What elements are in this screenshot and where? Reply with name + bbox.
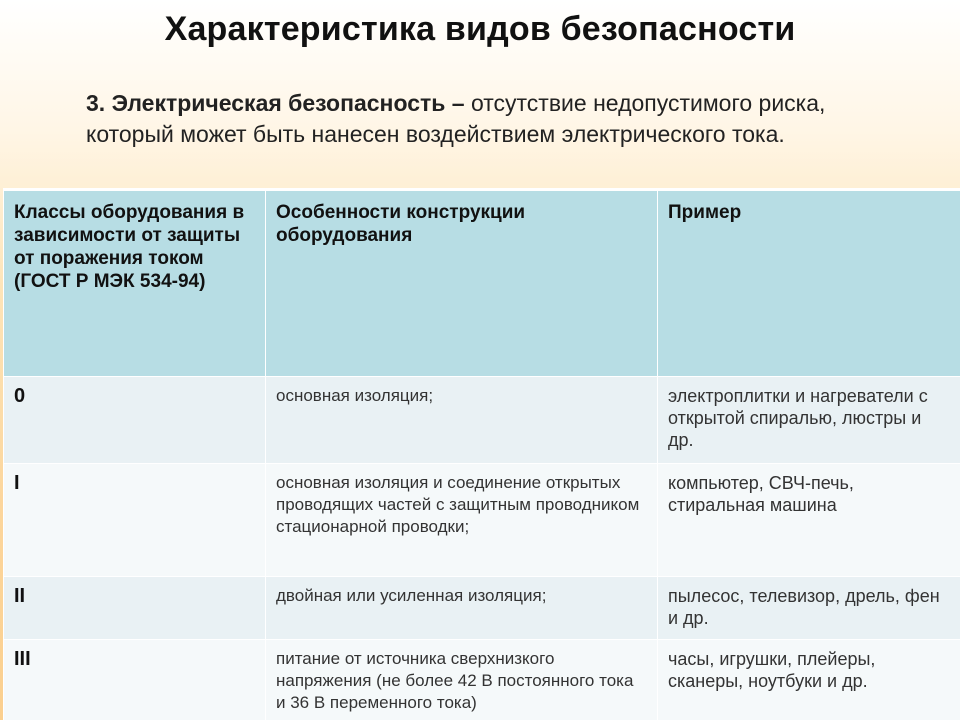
feature-cell: двойная или усиленная изоляция; bbox=[266, 577, 658, 640]
definition-paragraph bbox=[86, 88, 886, 150]
feature-cell: основная изоляция; bbox=[266, 377, 658, 464]
class-cell: II bbox=[4, 577, 266, 640]
example-cell: компьютер, СВЧ-печь, стиральная машина bbox=[658, 464, 960, 577]
header-example: Пример bbox=[658, 191, 960, 377]
definition-term: 3. Электрическая безопасность – bbox=[86, 90, 465, 116]
class-cell: III bbox=[4, 640, 266, 721]
table-row bbox=[4, 464, 960, 577]
example-cell: часы, игрушки, плейеры, сканеры, ноутбуки и др. bbox=[658, 640, 960, 721]
table-row bbox=[4, 640, 960, 721]
table-row bbox=[4, 377, 960, 464]
class-cell: 0 bbox=[4, 377, 266, 464]
class-cell: I bbox=[4, 464, 266, 577]
example-cell: пылесос, телевизор, дрель, фен и др. bbox=[658, 577, 960, 640]
table-header-row bbox=[4, 191, 960, 377]
feature-cell: основная изоляция и соединение открытых проводящих частей с защитным проводником стационарной проводки; bbox=[266, 464, 658, 577]
header-features: Особенности конструкции оборудования bbox=[266, 191, 658, 377]
definition-text: отсутствие недопустимого риска, который может быть нанесен воздействием электрического тока. bbox=[86, 90, 825, 147]
table-row bbox=[4, 577, 960, 640]
example-cell: электроплитки и нагреватели с открытой спиралью, люстры и др. bbox=[658, 377, 960, 464]
slide-title: Характеристика видов безопасности bbox=[0, 10, 960, 49]
equipment-class-table bbox=[3, 188, 960, 722]
feature-cell: питание от источника сверхнизкого напряжения (не более 42 В постоянного тока и 36 В переменного тока) bbox=[266, 640, 658, 721]
header-classes: Классы оборудования в зависимости от защиты от поражения током (ГОСТ Р МЭК 534-94) bbox=[4, 191, 266, 377]
